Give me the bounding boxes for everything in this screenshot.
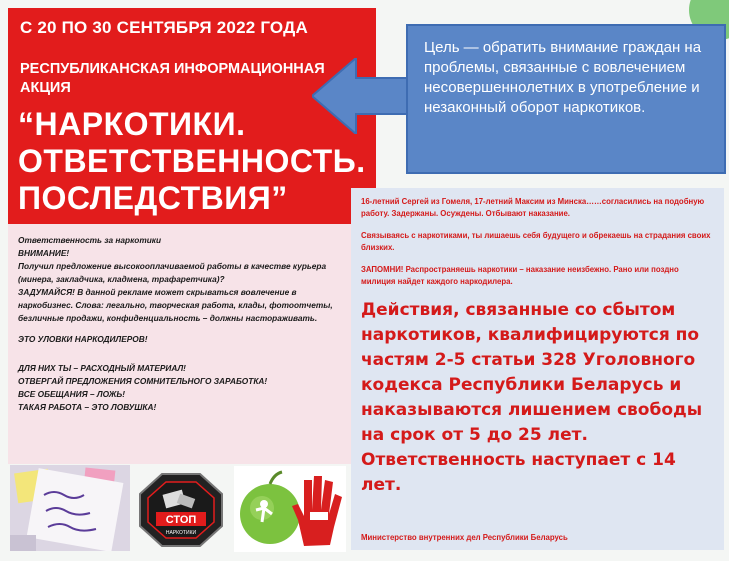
warning-offer: Получил предложение высокооплачиваемой работы в качестве курьера (минера, закладчика, кладмена, трафаретчика)? <box>18 261 327 284</box>
info-case: 16-летний Сергей из Гомеля, 17-летний Максим из Минска……согласились на подобную работу. Задержаны. Осуждены. Отбывают наказание. <box>361 197 705 218</box>
info-law: Действия, связанные со сбытом наркотиков, квалифицируются по частям 2-5 статьи 328 Уголовного кодекса Республики Беларусь и наказываются лишением свободы на срок от 5 до 25 лет. Ответственность наступает с 14 лет. <box>361 300 703 495</box>
event-dates: С 20 ПО 30 СЕНТЯБРЯ 2022 ГОДА <box>20 18 308 37</box>
campaign-title: “НАРКОТИКИ. ОТВЕТСТВЕННОСТЬ. ПОСЛЕДСТВИЯ” <box>18 106 366 216</box>
info-column <box>351 188 724 550</box>
goal-box: Цель — обратить внимание граждан на проблемы, связанные с вовлечением несовершеннолетних в употребление и незаконный оборот наркотиков. <box>406 24 726 174</box>
warning-tricks: ЭТО УЛОВКИ НАРКОДИЛЕРОВ! <box>18 334 148 344</box>
info-remember: ЗАПОМНИ! Распространяешь наркотики – наказание неизбежно. Рано или поздно милиция найдет каждого наркодилера. <box>361 265 679 286</box>
warning-heading: Ответственность за наркотики <box>18 235 162 245</box>
stop-label: СТОП <box>165 514 197 526</box>
warning-lies: ВСЕ ОБЕЩАНИЯ – ЛОЖЬ! <box>18 389 126 399</box>
warning-attention: ВНИМАНИЕ! <box>18 248 70 258</box>
sticky-notes-photo <box>10 465 130 551</box>
warning-trap: ТАКАЯ РАБОТА – ЭТО ЛОВУШКА! <box>18 402 157 412</box>
info-signature: Министерство внутренних дел Республики Беларусь <box>361 533 568 542</box>
stop-sublabel: НАРКОТИКИ <box>165 530 197 536</box>
campaign-subtitle: РЕСПУБЛИКАНСКАЯ ИНФОРМАЦИОННАЯ АКЦИЯ <box>20 61 325 96</box>
info-consequence: Связываясь с наркотиками, ты лишаешь себя будущего и обрекаешь на страдания своих близких. <box>361 231 711 252</box>
arrow-left-icon <box>312 58 412 134</box>
apple-hand-image <box>234 466 346 552</box>
warning-reject: ОТВЕРГАЙ ПРЕДЛОЖЕНИЯ СОМНИТЕЛЬНОГО ЗАРАБОТКА! <box>18 376 268 386</box>
warning-column <box>8 224 351 464</box>
stop-drugs-icon <box>138 472 224 548</box>
warning-material: ДЛЯ НИХ ТЫ – РАСХОДНЫЙ МАТЕРИАЛ! <box>18 363 186 373</box>
warning-think: ЗАДУМАЙСЯ! В данной рекламе может скрываться вовлечение в наркобизнес. Слова: легально, творческая работа, клады, фотоотчеты, безличные продажи, конфиденциальность – должны настораживать. <box>18 287 333 323</box>
